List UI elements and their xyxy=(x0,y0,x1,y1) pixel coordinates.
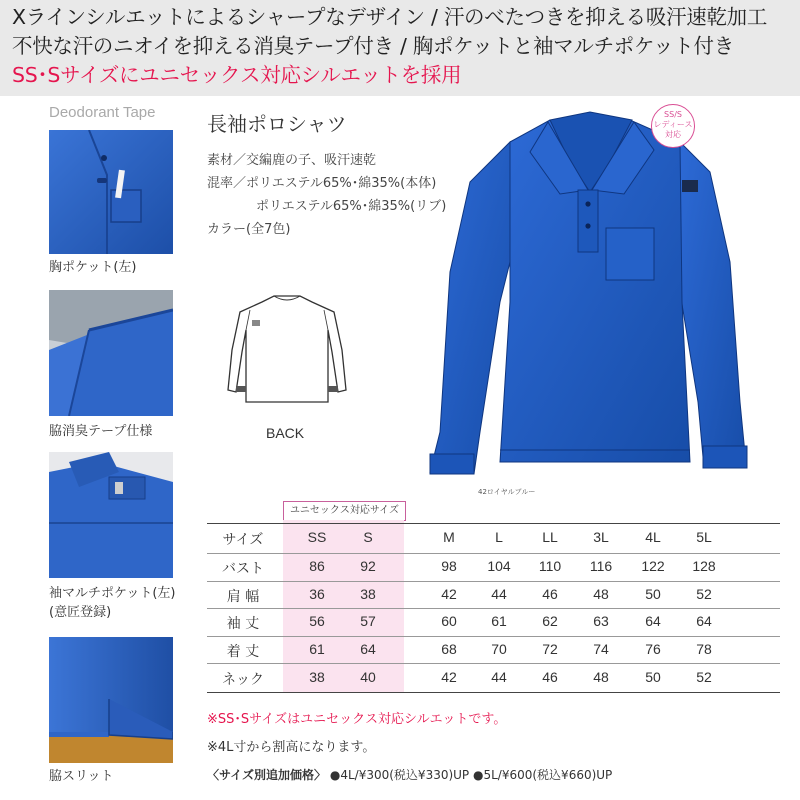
table-cell: 98 xyxy=(441,558,457,574)
price-note: ※4L寸から割高になります。 xyxy=(207,740,376,755)
table-cell: 50 xyxy=(645,669,661,685)
badge-size: SS/S xyxy=(664,110,682,119)
feature-line-3: SS･Sサイズにユニセックス対応シルエットを採用 xyxy=(12,63,462,87)
size-col-header: SS xyxy=(307,529,327,545)
table-cell: 52 xyxy=(696,669,712,685)
color-name-label: 42ロイヤルブルー xyxy=(478,488,536,496)
caption-underarm-tape: 脇消臭テープ仕様 xyxy=(49,424,153,439)
detail-photo-sleeve-pocket xyxy=(49,452,173,578)
size-col-header: M xyxy=(443,529,455,545)
table-cell: 38 xyxy=(360,586,376,602)
table-cell: 72 xyxy=(542,641,558,657)
table-top-rule xyxy=(207,523,780,524)
feature-line-1: Xラインシルエットによるシャープなデザイン / 汗のべたつきを抑える吸汗速乾加工 xyxy=(12,5,768,29)
table-cell: 122 xyxy=(641,558,665,574)
ladies-badge xyxy=(651,104,695,148)
feature-line-2: 不快な汗のニオイを抑える消臭テープ付き / 胸ポケットと袖マルチポケット付き xyxy=(12,34,734,58)
table-cell: 104 xyxy=(487,558,511,574)
table-rule xyxy=(207,608,780,609)
price-label: 〈サイズ別追加価格〉 xyxy=(207,768,327,782)
table-cell: 64 xyxy=(645,613,661,629)
detail-photo-underarm-tape xyxy=(49,290,173,416)
table-rule xyxy=(207,581,780,582)
row-label-bust: バスト xyxy=(222,561,264,577)
size-header: サイズ xyxy=(222,532,264,548)
unisex-note: ※SS･Sサイズはユニセックス対応シルエットです。 xyxy=(207,712,507,727)
table-cell: 42 xyxy=(441,669,457,685)
table-cell: 36 xyxy=(309,586,325,602)
table-cell: 42 xyxy=(441,586,457,602)
row-label-length: 着 丈 xyxy=(226,644,260,660)
detail-photo-side-slit xyxy=(49,637,173,763)
unisex-size-tag: ユニセックス対応サイズ xyxy=(283,501,406,521)
caption-sleeve-pocket: 袖マルチポケット(左) xyxy=(49,586,176,601)
table-cell: 46 xyxy=(542,669,558,685)
caption-sleeve-pocket-note: (意匠登録) xyxy=(49,605,112,620)
size-col-header: L xyxy=(495,529,503,545)
table-cell: 48 xyxy=(593,586,609,602)
table-cell: 60 xyxy=(441,613,457,629)
detail-photo-chest-pocket xyxy=(49,130,173,254)
table-cell: 40 xyxy=(360,669,376,685)
table-cell: 61 xyxy=(491,613,507,629)
table-cell: 128 xyxy=(692,558,716,574)
spec-material: 素材／交編鹿の子、吸汗速乾 xyxy=(207,153,377,168)
unisex-column-highlight xyxy=(283,520,404,692)
product-title: 長袖ポロシャツ xyxy=(207,112,347,136)
row-label-sleeve: 袖 丈 xyxy=(226,616,260,632)
price-4l: ●4L/¥300(税込¥330)UP xyxy=(329,768,470,782)
table-cell: 70 xyxy=(491,641,507,657)
size-col-header: S xyxy=(363,529,373,545)
table-cell: 78 xyxy=(696,641,712,657)
table-cell: 74 xyxy=(593,641,609,657)
caption-chest-pocket: 胸ポケット(左) xyxy=(49,260,137,275)
badge-compat: 対応 xyxy=(665,130,681,139)
table-cell: 38 xyxy=(309,669,325,685)
back-label: BACK xyxy=(266,425,305,441)
spec-blend-rib: ポリエステル65%･綿35%(リブ) xyxy=(256,199,447,214)
table-cell: 52 xyxy=(696,586,712,602)
table-cell: 46 xyxy=(542,586,558,602)
row-label-shoulder: 肩 幅 xyxy=(226,589,260,605)
table-cell: 116 xyxy=(589,558,613,574)
table-cell: 44 xyxy=(491,586,507,602)
table-cell: 68 xyxy=(441,641,457,657)
table-cell: 92 xyxy=(360,558,376,574)
size-col-header: 3L xyxy=(593,529,609,545)
size-col-header: LL xyxy=(542,529,558,545)
caption-side-slit: 脇スリット xyxy=(49,769,114,784)
table-cell: 86 xyxy=(309,558,325,574)
table-cell: 50 xyxy=(645,586,661,602)
deodorant-tape-heading: Deodorant Tape xyxy=(49,104,156,121)
badge-ladies: レディース xyxy=(653,120,693,129)
table-rule xyxy=(207,553,780,554)
size-col-header: 4L xyxy=(645,529,661,545)
table-rule xyxy=(207,663,780,664)
spec-blend-body: 混率／ポリエステル65%･綿35%(本体) xyxy=(207,176,437,191)
table-cell: 56 xyxy=(309,613,325,629)
table-bottom-rule xyxy=(207,692,780,693)
price-5l: ●5L/¥600(税込¥660)UP xyxy=(473,768,613,782)
table-cell: 110 xyxy=(538,558,562,574)
table-cell: 44 xyxy=(491,669,507,685)
table-cell: 48 xyxy=(593,669,609,685)
spec-color-count: カラー(全7色) xyxy=(207,222,291,237)
polo-shirt-image xyxy=(410,102,790,482)
row-label-neck: ネック xyxy=(222,672,264,688)
table-cell: 64 xyxy=(696,613,712,629)
table-cell: 62 xyxy=(542,613,558,629)
table-cell: 61 xyxy=(309,641,325,657)
table-cell: 57 xyxy=(360,613,376,629)
table-cell: 76 xyxy=(645,641,661,657)
size-col-header: 5L xyxy=(696,529,712,545)
table-cell: 63 xyxy=(593,613,609,629)
size-price-line xyxy=(207,766,612,783)
table-rule xyxy=(207,636,780,637)
table-cell: 64 xyxy=(360,641,376,657)
back-view-drawing xyxy=(222,290,352,420)
